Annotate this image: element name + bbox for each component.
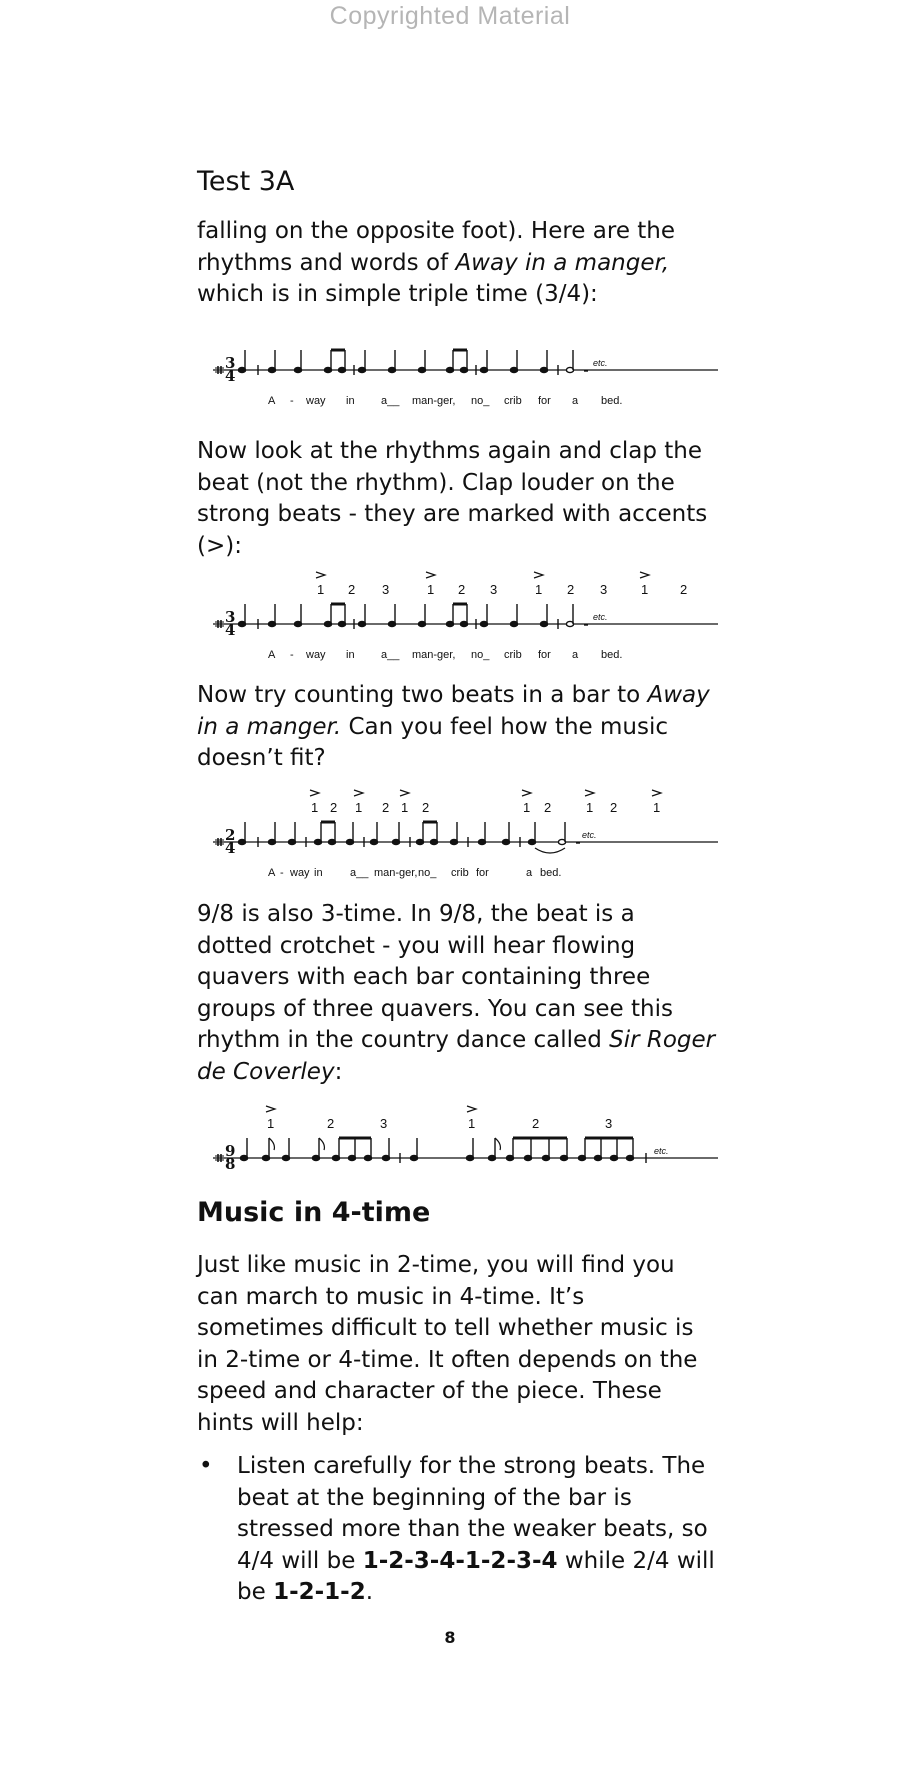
beat-count: 2 — [422, 800, 430, 815]
paragraph-2 — [197, 436, 717, 562]
beat-count: 2 — [327, 1116, 335, 1131]
lyric: crib — [504, 649, 522, 661]
lyric: crib — [451, 867, 469, 879]
beat-count: 3 — [600, 582, 608, 597]
lyric: way — [306, 649, 326, 661]
lyric: a__ — [350, 867, 369, 879]
staff-2-notation — [210, 566, 720, 666]
staff-1-notation — [210, 340, 720, 410]
lyric: bed. — [601, 649, 623, 661]
lyric: no_ — [471, 395, 490, 407]
section-heading-block — [197, 1197, 717, 1228]
list-item — [197, 1451, 717, 1609]
etc-mark: etc. — [593, 612, 608, 622]
lyric: no_ — [471, 649, 490, 661]
copyright-watermark: Copyrighted Material — [329, 2, 571, 30]
bullet-icon: • — [199, 1453, 213, 1479]
beat-count: 3 — [605, 1116, 613, 1131]
rhythm-staff-1 — [210, 340, 720, 410]
beat-count: 2 — [532, 1116, 540, 1131]
para5-text: Just like music in 2-time, you will find you can march to music in 4-time. It’s sometimes difficult to tell whether music is in 2-time or 4-time. It often depends on the speed and character of the piece. These hints will help: — [197, 1252, 698, 1436]
beat-count: 1 — [523, 800, 531, 815]
bullet1-count-4: 1-2-3-4-1-2-3-4 — [362, 1547, 558, 1574]
lyric: a — [572, 649, 579, 661]
para3-title: Away in a manger. — [197, 682, 710, 740]
lyric: crib — [504, 395, 522, 407]
beat-count: 1 — [267, 1116, 275, 1131]
lyric: for — [538, 395, 551, 407]
staff-3-notation — [210, 784, 720, 884]
rhythm-staff-2 — [210, 566, 720, 666]
beat-count: 1 — [355, 800, 363, 815]
lyric: a — [526, 867, 533, 879]
test-heading-block — [197, 166, 717, 197]
rhythm-staff-4 — [210, 1100, 720, 1180]
paragraph-4 — [197, 899, 717, 1088]
lyric: man-ger, — [412, 395, 456, 407]
beat-count: 1 — [653, 800, 661, 815]
bullet1-count-2: 1-2-1-2 — [273, 1579, 366, 1605]
time-sig-top: 3 — [225, 354, 236, 372]
para3-text-a: Now try counting two beats in a bar to — [197, 682, 648, 708]
beat-count: 2 — [348, 582, 356, 597]
para2-text: Now look at the rhythms again and clap the beat (not the rhythm). Clap louder on the strong beats - they are marked with accents (>): — [197, 438, 708, 559]
time-sig-bottom: 8 — [225, 1155, 236, 1173]
lyric: bed. — [601, 395, 623, 407]
lyric: in — [346, 395, 355, 407]
beat-count: 1 — [641, 582, 649, 597]
lyric: in — [314, 867, 323, 879]
lyric: in — [346, 649, 355, 661]
rhythm-staff-3 — [210, 784, 720, 884]
bullet1-text-b: while 2/4 will be — [237, 1547, 715, 1605]
paragraph-1 — [197, 216, 717, 311]
time-sig-top: 9 — [225, 1142, 236, 1160]
time-sig-bottom: 4 — [225, 621, 236, 639]
para4-title: Sir Roger de Coverley — [197, 1027, 716, 1085]
lyric: A — [268, 395, 276, 407]
lyric: - — [280, 867, 284, 879]
beat-count: 1 — [427, 582, 435, 597]
test-heading: Test 3A — [197, 166, 295, 197]
beat-count: 2 — [458, 582, 466, 597]
time-sig-bottom: 4 — [225, 367, 236, 385]
beat-count: 1 — [311, 800, 319, 815]
lyric: for — [476, 867, 489, 879]
time-sig-top: 3 — [225, 608, 236, 626]
beat-count: 1 — [468, 1116, 476, 1131]
para1-text-b: which is in simple triple time (3/4): — [197, 281, 598, 307]
paragraph-5 — [197, 1250, 717, 1439]
lyric: man-ger, — [374, 867, 418, 879]
beat-count: 3 — [490, 582, 498, 597]
para4-text-b: : — [334, 1058, 343, 1085]
lyric: - — [290, 649, 294, 661]
time-sig-bottom: 4 — [225, 839, 236, 857]
page-number: 8 — [444, 1628, 456, 1647]
lyric: man-ger, — [412, 649, 456, 661]
bullet1-text-a: Listen carefully for the strong beats. The beat at the beginning of the bar is stressed more than the weaker beats, so 4/4 will be — [237, 1453, 708, 1574]
beat-count: 2 — [382, 800, 390, 815]
lyric: a__ — [381, 395, 400, 407]
lyric: a__ — [381, 649, 400, 661]
beat-count: 1 — [401, 800, 409, 815]
lyric: A — [268, 867, 276, 879]
hint-list — [197, 1451, 717, 1609]
time-sig-top: 2 — [225, 826, 236, 844]
lyric: a — [572, 395, 579, 407]
etc-mark: etc. — [582, 830, 597, 840]
etc-mark: etc. — [593, 358, 608, 368]
beat-count: 2 — [680, 582, 688, 597]
etc-mark: etc. — [654, 1146, 669, 1156]
bullet1-text-c: . — [365, 1579, 374, 1605]
beat-count: 1 — [317, 582, 325, 597]
lyric: way — [306, 395, 326, 407]
beat-count: 1 — [535, 582, 543, 597]
lyric: - — [290, 395, 294, 407]
section-heading: Music in 4-time — [197, 1197, 431, 1228]
staff-4-notation — [210, 1100, 720, 1180]
beat-count: 3 — [380, 1116, 388, 1131]
lyric: for — [538, 649, 551, 661]
para1-text-a: falling on the opposite foot). Here are the rhythms and words of — [197, 218, 676, 276]
beat-count: 2 — [610, 800, 618, 815]
lyric: A — [268, 649, 276, 661]
para4-text-a: 9/8 is also 3-time. In 9/8, the beat is a dotted crotchet - you will hear flowing quavers with each bar containing three groups of three quavers. You can see this rhythm in the country dance called — [197, 901, 673, 1053]
lyric: bed. — [540, 867, 562, 879]
beat-count: 1 — [586, 800, 594, 815]
para1-title: Away in a manger, — [455, 249, 670, 276]
beat-count: 3 — [382, 582, 390, 597]
beat-count: 2 — [567, 582, 575, 597]
beat-count: 2 — [544, 800, 552, 815]
paragraph-3 — [197, 680, 717, 775]
lyric: no_ — [418, 867, 437, 879]
beat-count: 2 — [330, 800, 338, 815]
lyric: way — [290, 867, 310, 879]
para3-text-b: Can you feel how the music doesn’t fit? — [197, 713, 669, 771]
